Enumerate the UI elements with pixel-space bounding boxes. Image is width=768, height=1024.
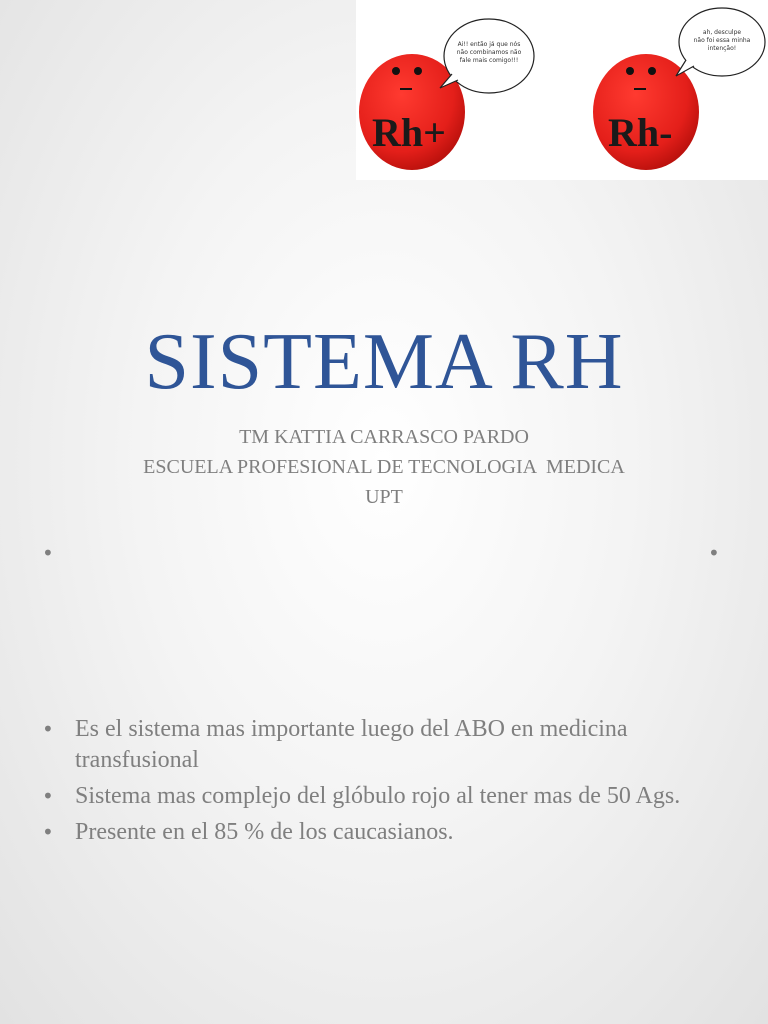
bullet-icon: • [42, 784, 54, 808]
right-speech-line-2: não foi essa minha [693, 37, 751, 44]
left-speech-bubble [440, 19, 534, 93]
right-speech-bubble [676, 8, 765, 76]
university-line: UPT [365, 486, 403, 508]
bullet-list [42, 714, 732, 853]
rh-cartoon-illustration [356, 0, 768, 180]
bullet-icon: • [42, 717, 54, 741]
school-line: ESCUELA PROFESIONAL DE TECNOLOGIA MEDICA [143, 456, 625, 478]
bullet-text: Presente en el 85 % de los caucasianos. [75, 819, 454, 845]
slide-title: SISTEMA RH [144, 318, 624, 406]
list-item [42, 781, 732, 812]
author-line: TM KATTIA CARRASCO PARDO [239, 426, 529, 448]
bullet-text: Es el sistema mas importante luego del ABO en medicina transfusional [75, 716, 628, 773]
empty-bullet-left: • [42, 541, 54, 565]
bullet-text: Sistema mas complejo del glóbulo rojo al tener mas de 50 Ags. [75, 783, 681, 809]
left-speech-line-1: Ai!! então já que nós [457, 41, 521, 48]
slide-subtitle [0, 422, 768, 512]
list-item [42, 714, 732, 776]
right-speech-line-3: intenção! [707, 45, 737, 52]
rh-positive-label: Rh+ [372, 110, 446, 155]
right-speech-line-1: ah, desculpe [702, 29, 742, 36]
empty-bullet-right: • [708, 541, 720, 565]
rh-negative-label: Rh- [608, 110, 673, 155]
list-item [42, 817, 732, 848]
left-speech-line-2: não combinamos não [456, 49, 522, 56]
rh-cartoon-image [356, 0, 768, 180]
left-speech-line-3: fale mais comigo!!! [459, 57, 519, 64]
bullet-icon: • [42, 820, 54, 844]
